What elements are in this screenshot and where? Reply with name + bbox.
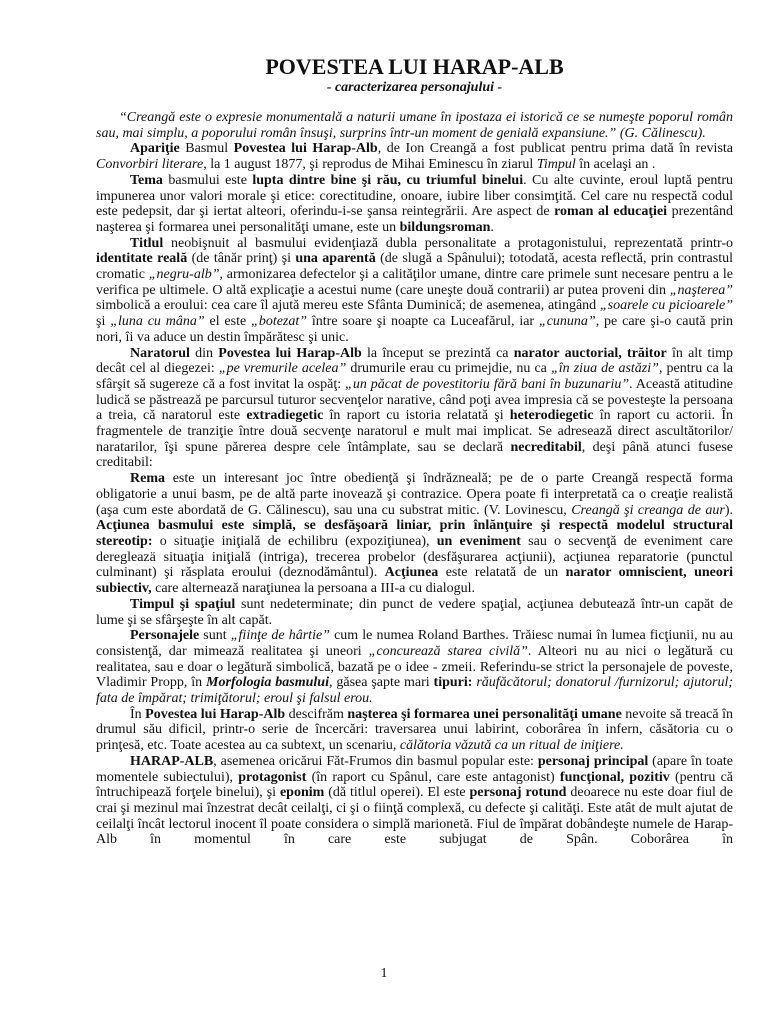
p9-run: În (130, 706, 146, 722)
document-page (96, 54, 733, 848)
p5-run: necreditabil (510, 439, 582, 455)
p4-run: „negru-alb” (148, 267, 220, 283)
p2-run: Timpul (536, 157, 576, 173)
p10-run: protagonist (238, 769, 307, 785)
p3-run: Tema (130, 172, 163, 188)
p5-run: , pentru ca la sfârşit să sugereze că a fost invitat la ospăţ: (96, 361, 734, 392)
p6-run: ). (724, 502, 734, 518)
p4-run: şi (96, 314, 111, 330)
p5-run: heterodiegetic (509, 408, 594, 424)
p4-run: între soare şi noapte ca Luceafărul, iar (307, 314, 539, 330)
paragraph-naratorul (96, 346, 733, 472)
p4-run: „naşterea” (669, 282, 733, 298)
p8-run: Personajele (130, 628, 200, 644)
p8-run: „fiinţe de hârtie” (230, 628, 330, 644)
p1-run: “Creangă este o expresie monumentală a naturii umane în ipostaza ei istorică ce se numeşte poporul român sau, mai simplu, a poporului român însuşi, surprins într-un moment de genială expansiune.” ( (96, 110, 733, 141)
p5-run: „pe vremurile acelea” (218, 361, 347, 377)
p9-run: naşterea şi formarea unei personalităţi umane (347, 706, 622, 722)
p8-run: „concurează starea civilă” (368, 643, 528, 659)
p2-run: Convorbiri literare (96, 157, 204, 173)
p5-run: Naratorul (130, 345, 190, 361)
p9-run: călătoria văzută ca un ritual de iniţiere. (399, 738, 624, 754)
p5-run: „în ziua de astăzi” (550, 361, 659, 377)
p2-run: Basmul (179, 141, 234, 157)
p5-run: . Această atitudine ludică se păstrează pe parcursul tuturor secvenţelor narative, când poţi avea impresia că se povesteşte la persoana a treia, că naratorul este (96, 376, 733, 424)
p5-run: drumurile erau cu primejdie, nu ca (346, 361, 551, 377)
p2-run: Apariţie (130, 141, 180, 157)
paragraph-titlul (96, 236, 733, 346)
p5-run: în alt timp decât cel al diegezei: (96, 345, 733, 377)
p10-run: personaj rotund (469, 785, 567, 801)
document-subtitle: - caracterizarea personajului - (326, 80, 503, 95)
p7-run: Timpul şi spaţiul (130, 596, 236, 612)
p5-run: în raport cu istoria relatată şi (323, 408, 510, 424)
p2-run: , de Ion Creangă a fost publicat pentru prima dată în revista (377, 141, 734, 157)
p6-run: narator omniscient, uneori subiectiv, (96, 565, 733, 597)
p6-run: o situaţie iniţială de echilibru (expoziţiunea), (152, 533, 437, 549)
p6-run: sau o secvenţă de eveniment care deregleazä situaţia iniţială (intriga), trecerea probelor (desfăşurarea acţiunii), acţiunea reparatorie (punctul culminant) şi răsplata eroului (deznodământul). (96, 533, 733, 581)
p1-run: G. (624, 125, 639, 141)
p6-run: Rema (130, 471, 165, 487)
p8-run: răufăcătorul; donatorul /furnizorul; ajutorul; fata de împărat; trimiţătorul; eroul şi falsul erou. (96, 675, 734, 707)
paragraph-rema (96, 471, 733, 597)
p8-run: . Alteori nu au nici o legătură cu realitatea, sau e doar o legătură simbolică, bazată pe o idee - zmeii. Referindu-se strict la personajele de poveste, Vladimir Propp, în (96, 643, 733, 691)
p2-run: , la 1 august 1877, şi reprodus de Mihai Eminescu în ziarul (203, 157, 537, 173)
p9-run: nevoite să treacă în drumul său dificil, printr-o serie de încercări: traversarea unui labirint, coborârea în infern, căsătoria cu o prinţesă, etc. Toate acestea au ca subtext, un scenariu, (96, 706, 733, 754)
document-title: POVESTEA LUI HARAP-ALB (265, 54, 564, 79)
p10-run: , asemenea oricărui Făt-Frumos din basmul popular este: (213, 753, 538, 769)
p4-run: „soarele cu picioarele” (599, 298, 733, 314)
p5-run: extradiegetic (246, 408, 324, 424)
p4-run: una aparentă (295, 251, 376, 267)
p6-run: un eveniment (436, 533, 521, 549)
paragraph-formare (96, 707, 733, 754)
paragraph-tema (96, 173, 733, 236)
p10-run: (apare în toate momentele subiectului), (96, 753, 733, 785)
p3-run: basmului este (162, 172, 253, 188)
p2-run: în acelaşi an . (575, 157, 656, 173)
p8-run: tipuri: (433, 675, 473, 691)
p8-run: , găsea şapte mari (328, 675, 434, 691)
paragraph-aparitie (96, 141, 733, 172)
p4-run: , armonizarea defectelor şi a calităţilor umane, dintre care primele sunt necesare pentru a le verifica pe ultimele. O altă explicaţie a acestui nume (care uneşte două contrarii) ar putea proveni din (96, 267, 733, 298)
p5-run: , deşi până atunci fusese creditabil: (96, 439, 733, 471)
p10-run: personaj principal (537, 753, 649, 769)
p3-run: prezentând naşterea şi formarea unei personalităţi umane, este un (96, 204, 733, 235)
p10-run: funcţional, pozitiv (559, 769, 670, 785)
p4-run: neobişnuit al basmului evidenţiază dubla personalitate a protagonistului, reprezentată printr-o (163, 235, 733, 251)
p6-run: Creangă şi creanga de aur (571, 502, 725, 518)
p9-run: descifrăm (285, 706, 348, 722)
p4-run: , pe care şi-o caută prin nori, îi va aduce un destin împărătesc şi unic. (96, 314, 734, 345)
p3-run: . Cu alte cuvinte, eroul luptă pentru impunerea unor valori morale şi etice: corectitudine, onoare, iubire liber consimţită. Cel care nu respectă codul este pedepsit, dar şi iertat alteori, oferindu-i-se şansa reintegrării. Are aspect de (96, 172, 733, 220)
p9-run: Povestea lui Harap-Alb (145, 706, 286, 722)
p10-run: (dă titlul operei). El este (324, 785, 470, 801)
p6-run: este relatată de un (438, 565, 566, 581)
p5-run: din (189, 345, 219, 361)
p3-run: roman al educaţiei (554, 204, 668, 220)
p10-run: eponim (279, 785, 325, 801)
p5-run: la început se prezintă ca (361, 345, 514, 361)
p6-run: Acţiunea basmului este simplă, se desfăşoară liniar, prin înlănţuire şi respectă modelul structural stereotip: (96, 518, 733, 549)
p4-run: „botezat” (251, 314, 308, 330)
p4-run: „cununa” (538, 314, 596, 330)
p10-run: (în raport cu Spânul, care este antagonist) (306, 769, 560, 785)
p6-run: care alternează naraţiunea la persoana a III-a cu dialogul. (151, 581, 475, 597)
p4-run: identitate reală (96, 251, 188, 267)
p5-run: în raport cu actorii. În fragmentele de tranziţie între două secvenţe naratorul e mult mai implicat. Se adresează direct ascultătorilor/ naratarilor, îşi spune părerea despre cele întâmplate, sau se declară (96, 408, 733, 455)
p3-run: lupta dintre bine şi rău, cu triumful binelui (252, 172, 524, 188)
p5-run: Povestea lui Harap-Alb (218, 345, 362, 361)
p5-run: „un păcat de povestitoriu fără bani în buzunariu” (345, 376, 630, 392)
paragraph-harap-alb (96, 754, 733, 848)
p8-run: sunt (199, 628, 231, 644)
p4-run: simbolică a eroului: cea care îl ajută mereu este Sfânta Duminică; de asemenea, atingând (96, 298, 600, 314)
p5-run: narator auctorial, trăitor (513, 345, 667, 361)
paragraph-personajele (96, 628, 733, 707)
p2-run: Povestea lui Harap-Alb (233, 141, 378, 157)
p4-run: (de slugă a Spânului); totodată, acesta reflectă, prin contrastul cromatic (96, 251, 733, 283)
p4-run: el este (204, 314, 252, 330)
p3-run: . (490, 219, 494, 235)
p10-run: HARAP-ALB (130, 753, 214, 769)
p1-run: Călinescu). (638, 125, 706, 141)
p10-run: (pentru că întruchipează forţele binelui), şi (96, 769, 734, 801)
p8-run: cum le numea Roland Barthes. Trăiesc numai în lumea ficţiunii, nu au consistenţă, dar mimează realitatea şi uneori (96, 628, 734, 659)
p6-run: este un interesant joc între obedienţă şi îndrăzneală; pe de o parte Creangă respectă forma obligatorie a unui basm, pe de altă parte inovează şi contrazice. Opera poate fi interpretată ca o creaţie realistă (aşa cum este abordată de G. Călinescu), sau una cu substrat mitic. (V. Lovinescu, (96, 471, 733, 518)
p4-run: Titlul (130, 235, 164, 251)
page-number: 1 (380, 966, 388, 981)
paragraph-timpul (96, 597, 733, 628)
p10-run: deoarece nu este doar fiul de crai şi mezinul mai înzestrat decât ceilalţi, ci şi o fiinţă complexă, cu defecte şi calităţi. Este atât de mult ajutat de ceilalţi încât lectorul inocent îl poate considera o simplă marionetă. Fiul de împărat dobândeşte numele de Harap-Alb în momentul în care este subjugat de Spân. Coborârea în (96, 785, 733, 848)
p7-run: sunt nedeterminate; din punct de vedere spaţial, acţiunea debutează într-un capăt de lume şi se sfârşeşte în alt capăt. (96, 596, 733, 628)
p8-run: Morfologia basmului (206, 675, 329, 691)
p4-run: „luna cu mâna” (110, 314, 205, 330)
p3-run: bildungsroman (399, 219, 491, 235)
p4-run: (de tânăr prinţ) şi (187, 251, 296, 267)
p6-run: Acţiunea (384, 565, 439, 581)
opening-quote (96, 110, 733, 141)
